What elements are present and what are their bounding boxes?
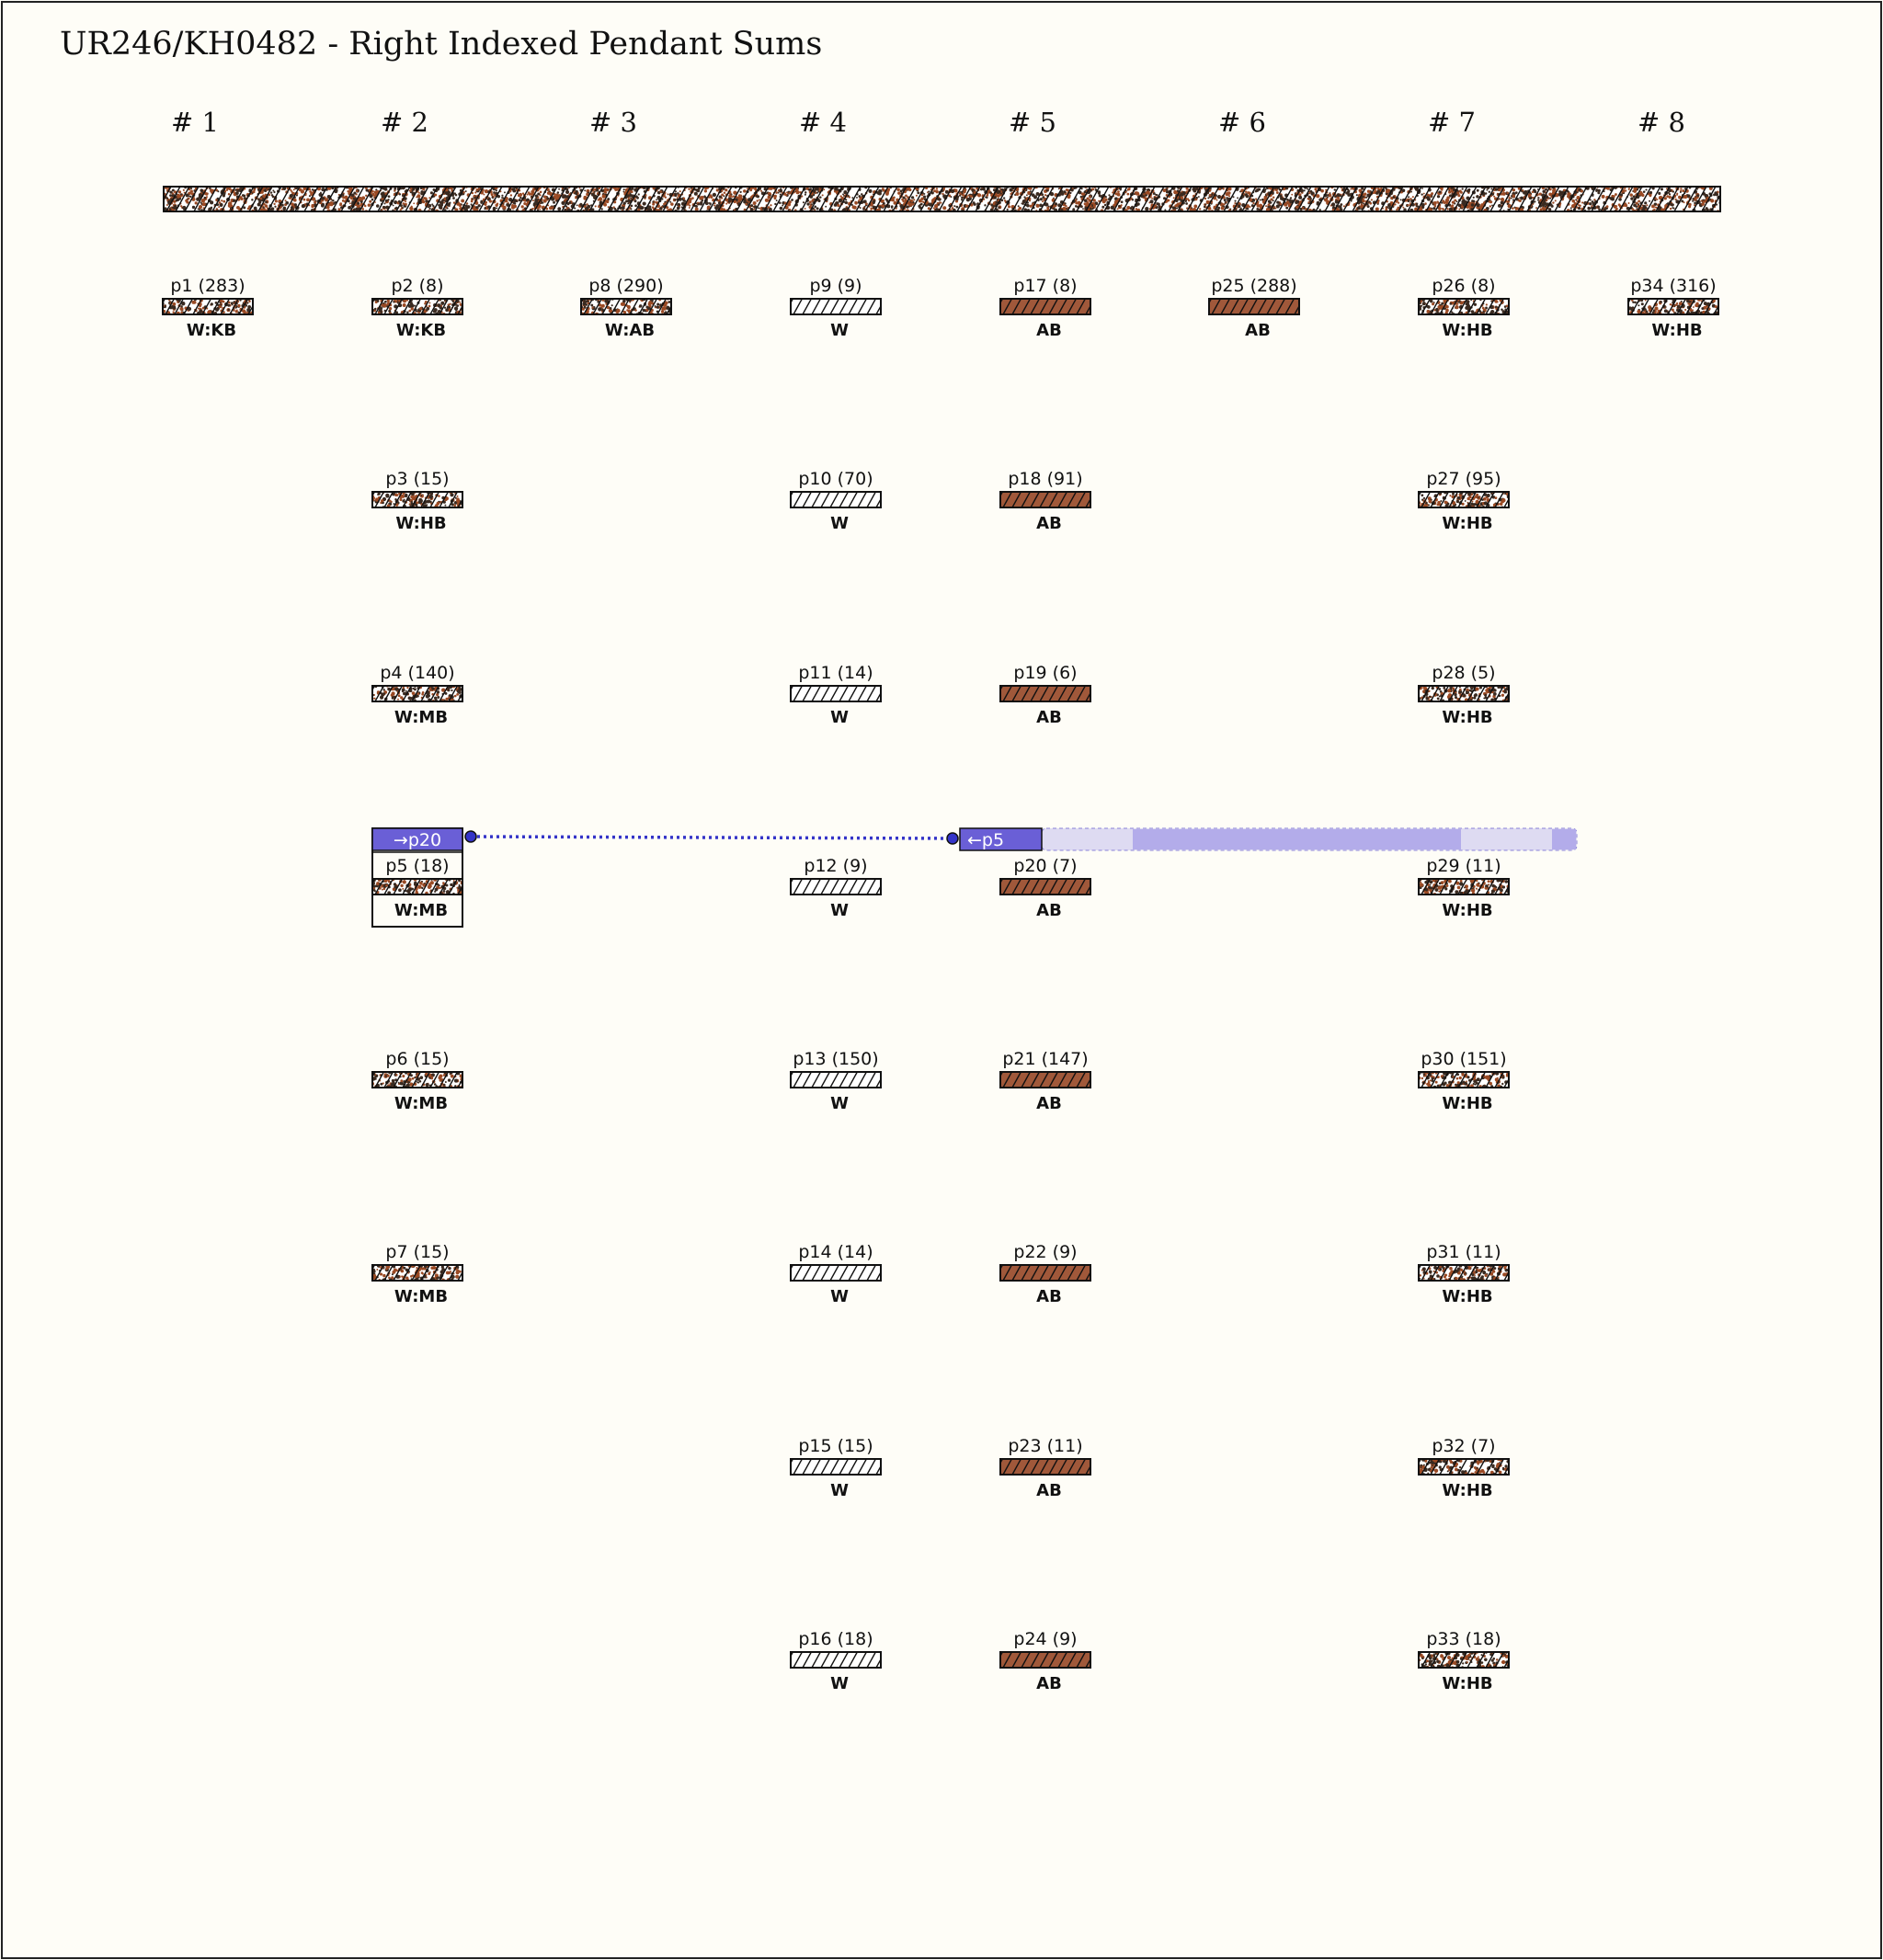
pendant-cord-p2 [357, 297, 485, 315]
pendant-label-p10: p10 (70) [798, 469, 873, 489]
pendant-label-p1: p1 (283) [170, 276, 245, 296]
pendant-label-p17: p17 (8) [1013, 276, 1078, 296]
pendant-label-p20: p20 (7) [1013, 856, 1078, 876]
pendant-label-p19: p19 (6) [1013, 663, 1078, 683]
pendant-color-p27: W:HB [1442, 514, 1493, 533]
pendant-cord-p16 [775, 1652, 903, 1668]
pendant-cord-p21 [985, 1072, 1113, 1088]
pendant-cord-p8 [565, 297, 693, 316]
group-label-3: # 3 [589, 107, 637, 138]
pendant-label-p7: p7 (15) [385, 1242, 450, 1262]
pendant-color-p30: W:HB [1442, 1094, 1493, 1113]
pendant-color-p17: AB [1036, 321, 1062, 340]
pendant-color-p13: W [830, 1094, 849, 1113]
pendant-cord-p31 [1403, 1263, 1531, 1282]
diagram-title: UR246/KH0482 - Right Indexed Pendant Sums [60, 26, 823, 63]
pendant-label-p33: p33 (18) [1426, 1629, 1501, 1649]
pendant-label-p31: p31 (11) [1426, 1242, 1501, 1262]
pendant-label-p11: p11 (14) [798, 663, 873, 683]
pendant-cord-p30 [1403, 1070, 1531, 1089]
pendant-color-p9: W [830, 321, 849, 340]
pendant-color-p10: W [830, 514, 849, 533]
pendant-label-p30: p30 (151) [1421, 1049, 1507, 1069]
pendant-cord-p19 [985, 686, 1113, 701]
pendant-label-p21: p21 (147) [1002, 1049, 1089, 1069]
pendant-label-p14: p14 (14) [798, 1242, 873, 1262]
link-connector [471, 837, 953, 838]
pendant-cord-p29 [1403, 877, 1531, 895]
pendant-label-p34: p34 (316) [1630, 276, 1717, 296]
pendant-cord-p18 [985, 492, 1113, 507]
pendant-cord-p27 [1403, 490, 1531, 509]
pendant-label-p32: p32 (7) [1432, 1436, 1496, 1456]
pendant-color-p21: AB [1036, 1094, 1062, 1113]
pendant-color-p22: AB [1036, 1287, 1062, 1306]
pendant-color-p24: AB [1036, 1674, 1062, 1693]
pendant-label-p16: p16 (18) [798, 1629, 873, 1649]
pendant-color-p18: AB [1036, 514, 1062, 533]
group-label-5: # 5 [1009, 107, 1056, 138]
pendant-cord-p6 [357, 1070, 485, 1089]
pendant-label-p27: p27 (95) [1426, 469, 1501, 489]
link-target-tag-text: ←p5 [967, 830, 1005, 850]
pendant-cord-p25 [1193, 299, 1321, 314]
pendant-cord-p33 [1403, 1650, 1531, 1669]
pendant-cord-p23 [985, 1459, 1113, 1475]
pendant-color-p12: W [830, 901, 849, 920]
pendant-label-p23: p23 (11) [1008, 1436, 1083, 1456]
pendant-cord-p24 [985, 1652, 1113, 1668]
pendant-cord-p5 [357, 877, 485, 896]
pendant-cord-p14 [775, 1265, 903, 1281]
pendant-color-p2: W:KB [395, 321, 447, 340]
group-label-8: # 8 [1638, 107, 1685, 138]
pendant-color-p33: W:HB [1442, 1674, 1493, 1693]
pendant-label-p12: p12 (9) [804, 856, 868, 876]
pendant-color-p7: W:MB [394, 1287, 449, 1306]
pendant-cord-p28 [1403, 684, 1531, 702]
pendant-cord-p4 [357, 684, 485, 702]
link-highlight-band-mid [1133, 829, 1461, 849]
pendant-label-p28: p28 (5) [1432, 663, 1496, 683]
pendant-color-p15: W [830, 1481, 849, 1500]
pendant-label-p24: p24 (9) [1013, 1629, 1078, 1649]
pendant-label-p2: p2 (8) [391, 276, 444, 296]
link-endpoint-target [947, 833, 958, 844]
pendant-cord-p7 [357, 1263, 485, 1282]
pendant-cord-p11 [775, 686, 903, 701]
pendant-color-p19: AB [1036, 708, 1062, 727]
pendant-cord-p20 [985, 879, 1113, 895]
pendant-cord-p3 [357, 490, 485, 509]
pendant-color-p25: AB [1245, 321, 1271, 340]
pendant-color-p20: AB [1036, 901, 1062, 920]
pendant-cord-p32 [1403, 1457, 1531, 1476]
pendant-color-p26: W:HB [1442, 321, 1493, 340]
pendant-label-p8: p8 (290) [588, 276, 664, 296]
pendant-cord-p15 [775, 1459, 903, 1475]
group-label-2: # 2 [381, 107, 428, 138]
group-label-4: # 4 [799, 107, 847, 138]
link-endpoint-source [465, 831, 476, 842]
pendant-label-p22: p22 (9) [1013, 1242, 1078, 1262]
pendant-label-p4: p4 (140) [380, 663, 455, 683]
pendant-color-p28: W:HB [1442, 708, 1493, 727]
pendant-color-p31: W:HB [1442, 1287, 1493, 1306]
pendant-color-p1: W:KB [186, 321, 237, 340]
pendant-label-p13: p13 (150) [793, 1049, 879, 1069]
pendant-label-p25: p25 (288) [1211, 276, 1297, 296]
pendant-cord-p13 [775, 1072, 903, 1088]
link-highlight-band-end [1552, 829, 1576, 849]
pendant-color-p4: W:MB [394, 708, 449, 727]
pendant-label-p26: p26 (8) [1432, 276, 1496, 296]
pendant-label-p29: p29 (11) [1426, 856, 1501, 876]
pendant-cord-p9 [775, 299, 903, 314]
pendant-cord-p22 [985, 1265, 1113, 1281]
pendant-cord-p12 [775, 879, 903, 895]
pendant-label-p3: p3 (15) [385, 469, 450, 489]
pendant-cord-p1 [147, 298, 275, 316]
pendant-cord-p34 [1613, 298, 1740, 316]
group-label-1: # 1 [171, 107, 219, 138]
pendant-label-p6: p6 (15) [385, 1049, 450, 1069]
group-label-7: # 7 [1428, 107, 1476, 138]
pendant-color-p11: W [830, 708, 849, 727]
pendant-label-p15: p15 (15) [798, 1436, 873, 1456]
pendant-label-p5: p5 (18) [385, 856, 450, 876]
pendant-color-p16: W [830, 1674, 849, 1693]
pendant-color-p32: W:HB [1442, 1481, 1493, 1500]
pendant-label-p9: p9 (9) [809, 276, 862, 296]
pendant-color-p6: W:MB [394, 1094, 449, 1113]
pendant-cord-p26 [1403, 297, 1531, 316]
pendant-cord-p10 [775, 492, 903, 507]
group-label-6: # 6 [1218, 107, 1266, 138]
pendant-color-p5: W:MB [394, 901, 449, 920]
pendant-cord-p17 [985, 299, 1113, 314]
pendant-color-p14: W [830, 1287, 849, 1306]
link-source-tag-text: →p20 [393, 830, 442, 850]
top-cord [139, 185, 1752, 213]
pendant-color-p3: W:HB [395, 514, 447, 533]
pendant-color-p34: W:HB [1651, 321, 1703, 340]
pendant-color-p29: W:HB [1442, 901, 1493, 920]
pendant-color-p23: AB [1036, 1481, 1062, 1500]
pendant-label-p18: p18 (91) [1008, 469, 1083, 489]
pendant-color-p8: W:AB [604, 321, 656, 340]
